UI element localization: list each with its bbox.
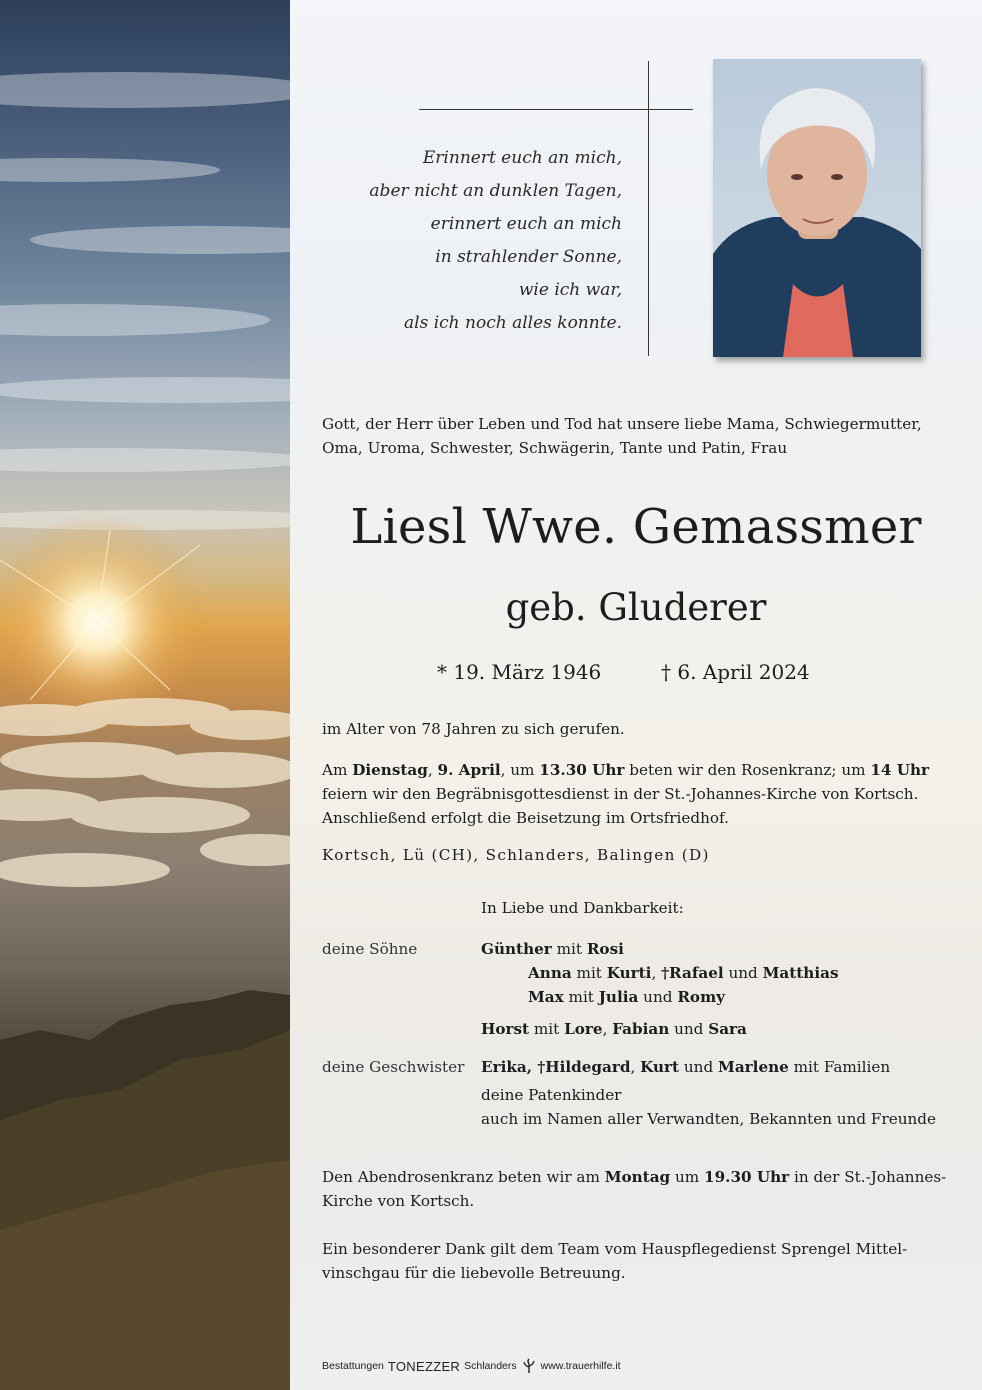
name: Matthias (762, 964, 839, 982)
funeral-date: 9. April (437, 761, 501, 779)
evening-time: 19.30 Uhr (704, 1168, 790, 1186)
funeral-line-2: feiern wir den Begräbnisgottesdienst in der St.-Johannes-Kirche von Kortsch. (322, 785, 919, 803)
portrait-illustration (713, 59, 921, 357)
text-span: Den Abendrosenkranz beten wir am (322, 1168, 605, 1186)
footer-town: Schlanders (464, 1360, 517, 1372)
name: Fabian (612, 1020, 670, 1038)
name: Kurt (640, 1058, 680, 1076)
footer-website[interactable]: www.trauerhilfe.it (540, 1360, 621, 1372)
name: Sara (708, 1020, 747, 1038)
text-span: und (669, 1020, 709, 1038)
footer (322, 1358, 621, 1374)
name: Julia (598, 988, 639, 1006)
tree-logo-icon (521, 1358, 537, 1374)
text-span: , (630, 1058, 641, 1076)
family-line (481, 1055, 890, 1079)
name: Günther (481, 940, 552, 958)
evening-day: Montag (604, 1168, 671, 1186)
poem-line: als ich noch alles konnte. (404, 313, 622, 333)
cross-vertical-bar (648, 61, 649, 356)
text-span: in der St.-Johannes- (789, 1168, 947, 1186)
evening-line-1 (322, 1165, 947, 1189)
mass-time: 14 Uhr (870, 761, 930, 779)
acknowledgement (322, 1237, 944, 1285)
funeral-info (322, 758, 944, 830)
footer-prefix: Bestattungen (322, 1360, 384, 1372)
cross-horizontal-bar (419, 109, 693, 110)
text-span: , um (500, 761, 540, 779)
footer-brand: TONEZZER (387, 1358, 461, 1374)
evening-line-2: Kirche von Kortsch. (322, 1192, 475, 1210)
intro-line: Gott, der Herr über Leben und Tod hat unsere liebe Mama, Schwiegermutter, (322, 415, 922, 433)
name: Marlene (718, 1058, 789, 1076)
poem-line: Erinnert euch an mich, (422, 148, 622, 168)
text-span: Am (322, 761, 353, 779)
funeral-line-1 (322, 758, 944, 782)
text-span: mit (563, 988, 599, 1006)
name: Kurti (606, 964, 652, 982)
death-date: † 6. April 2024 (661, 660, 810, 684)
siblings-label: deine Geschwister (322, 1058, 465, 1076)
poem-line: wie ich war, (518, 280, 622, 300)
name: Romy (677, 988, 725, 1006)
name: Rosi (586, 940, 624, 958)
ack-line: vinschgau für die liebevolle Betreuung. (322, 1264, 626, 1282)
poem-line: erinnert euch an mich (430, 214, 622, 234)
text-span: mit (571, 964, 607, 982)
family-line (528, 985, 725, 1009)
text-span: und (679, 1058, 719, 1076)
ack-line: Ein besonderer Dank gilt dem Team vom Hauspflegedienst Sprengel Mittel- (322, 1240, 908, 1258)
name: Anna (528, 964, 572, 982)
poem-line: in strahlender Sonne, (435, 247, 622, 267)
thanks-heading: In Liebe und Dankbarkeit: (481, 899, 684, 917)
name: Erika, †Hildegard (481, 1058, 631, 1076)
text-span: um (670, 1168, 705, 1186)
rosary-time: 13.30 Uhr (539, 761, 625, 779)
maiden-name: geb. Gluderer (505, 586, 767, 629)
portrait-photo (713, 59, 921, 357)
deceased-name: Liesl Wwe. Gemassmer (350, 499, 922, 555)
landscape-photo (0, 0, 290, 1390)
text-span: beten wir den Rosenkranz; um (624, 761, 871, 779)
name: Horst (481, 1020, 530, 1038)
family-line (481, 937, 624, 961)
text-span: und (723, 964, 763, 982)
text-span: und (638, 988, 678, 1006)
poem (330, 142, 622, 340)
sunset-clouds-illustration (0, 0, 290, 1390)
relatives-line: auch im Namen aller Verwandten, Bekannten und Freunde (481, 1110, 936, 1128)
birth-date: * 19. März 1946 (437, 660, 602, 684)
text-span: , (427, 761, 438, 779)
name: †Rafael (661, 964, 724, 982)
family-line (528, 961, 839, 985)
intro-text (322, 412, 944, 460)
funeral-day: Dienstag (352, 761, 428, 779)
name: Lore (564, 1020, 603, 1038)
name: Max (528, 988, 564, 1006)
text-span: , (602, 1020, 613, 1038)
poem-line: aber nicht an dunklen Tagen, (369, 181, 622, 201)
text-span: mit Familien (788, 1058, 891, 1076)
funeral-line-3: Anschließend erfolgt die Beisetzung im Ortsfriedhof. (322, 809, 729, 827)
intro-line: Oma, Uroma, Schwester, Schwägerin, Tante und Patin, Frau (322, 439, 788, 457)
text-span: , (651, 964, 662, 982)
places-line: Kortsch, Lü (CH), Schlanders, Balingen (D) (322, 846, 710, 864)
evening-rosary (322, 1165, 947, 1213)
sons-label: deine Söhne (322, 940, 418, 958)
text-span: mit (551, 940, 587, 958)
age-line: im Alter von 78 Jahren zu sich gerufen. (322, 720, 625, 738)
godchildren-line: deine Patenkinder (481, 1086, 622, 1104)
text-span: mit (529, 1020, 565, 1038)
family-line (481, 1017, 747, 1041)
